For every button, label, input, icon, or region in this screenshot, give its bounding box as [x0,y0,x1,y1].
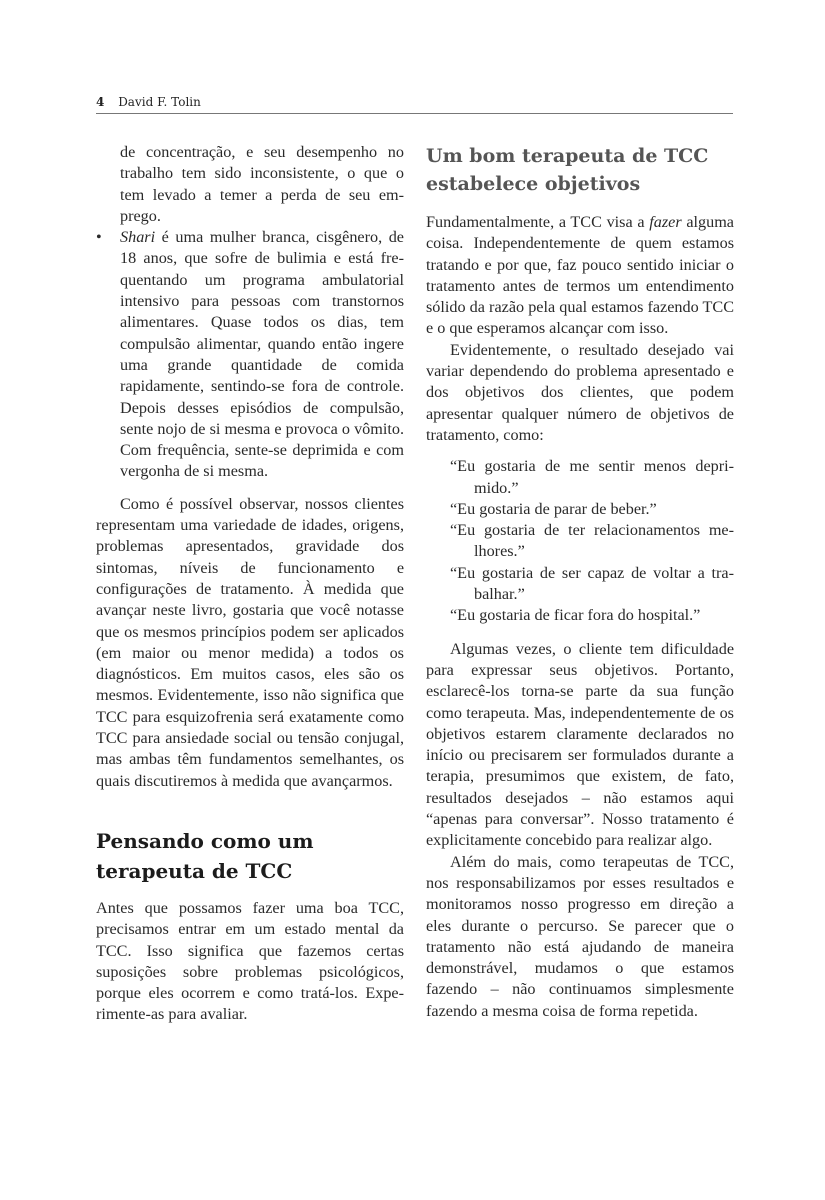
body-paragraph: Algumas vezes, o cliente tem dificuldade para expressar seus objetivos. Portanto, esclarecê-los torna-se parte da sua função como terapeuta. Mas, independentemente de os objetivos estarem claramente declarados no início ou precisarem ser formulados durante a terapia, presumimos que existem, de fato, resultados desejados – não estamos aqui “apenas para conversar”. Nosso tratamento é explicitamente concebido para realizar algo. [426,639,734,850]
running-header [96,95,733,114]
left-column [96,142,404,1026]
bullet-text [120,227,404,483]
client-description: é uma mulher branca, cisgênero, de 18 anos, que sofre de bulimia e está frequentando um programa ambulatorial intensivo para pessoas com transtornos alimentares. Quase todos os dias, tem compulsão alimentar, quando então ingere uma grande quantidade de comida rapidamente, sentindo-se fora de controle. Depois desses episódios de compulsão, sente nojo de si mesma e provoca o vômito. Com frequência, sente-se deprimida e com vergonha de si mesma. [120,228,404,481]
right-column [426,142,734,1022]
running-head-author: David F. Tolin [118,95,201,109]
goals-list [450,456,734,626]
bullet-item-shari [96,227,404,483]
body-paragraph: Como é possível observar, nossos clientes representam uma variedade de idades, origens, problemas apresentados, gravidade dos sintomas, níveis de funcionamento e configurações de tratamento. À medida que avançar neste livro, gostaria que você notasse que os mesmos princípios podem ser aplicados (em maior ou menor medida) a todos os diagnósticos. Em muitos casos, eles são os mesmos. Evidentemente, isso não significa que TCC para esquizofrenia será exatamente como TCC para ansiedade social ou tensão conjugal, mas ambas têm fundamentos semelhantes, os quais discutiremos à medida que avançarmos. [96,494,404,790]
goal-item: “Eu gostaria de ser capaz de voltar a trabalhar.” [450,563,734,604]
body-paragraph [426,212,734,340]
goal-item: “Eu gostaria de ficar fora do hospital.” [450,606,701,625]
body-paragraph: Evidentemente, o resultado desejado vai variar dependendo do problema apresentado e dos objetivos dos clientes, que podem apresentar qualquer número de objetivos de tratamento, como: [426,340,734,444]
spacer [96,792,404,826]
text-run: alguma coisa. Independentemente de quem estamos tratando e por que, faz pouco sentido iniciar o tratamento antes de termos um entendimento sólido da razão pela qual estamos fazendo TCC e o que esperamos alcançar com isso. [426,213,734,338]
body-paragraph: Além do mais, como terapeutas de TCC, nos responsabilizamos por esses resultados e monitoramos nosso progresso em direção a eles durante o percurso. Se parecer que o tratamento não está ajudando de maneira demonstrável, mudamos o que estamos fazendo – não continuamos simplesmente fazendo a mesma coisa de forma repetida. [426,852,734,1020]
bullet-icon: • [96,228,102,247]
goal-item: “Eu gostaria de parar de beber.” [450,499,657,518]
spacer [426,198,734,212]
client-name: Shari [120,228,156,247]
emphasis-text: fazer [649,213,682,231]
page-number: 4 [96,95,105,109]
body-paragraph: Antes que possamos fazer uma boa TCC, precisamos entrar em um estado mental da TCC. Isso significa que fazemos certas suposições sobre problemas psicológicos, porque eles ocorrem e como tratá-los. Experimente-as para avaliar. [96,898,404,1024]
section-heading-thinking: Pensando como um terapeuta de TCC [96,828,314,883]
spacer [96,886,404,898]
spacer [96,483,404,494]
section-heading-goals: Um bom terapeuta de TCC estabelece objetivos [426,145,709,195]
bullet-continuation: de concentração, e seu desempenho no trabalho tem sido inconsistente, o que o tem levado a temer a perda de seu emprego. [120,143,404,225]
goal-item: “Eu gostaria de ter relacionamentos melhores.” [450,521,734,561]
goal-item: “Eu gostaria de me sentir menos deprimido.” [450,457,734,497]
text-run: Fundamentalmente, a TCC visa a [426,213,650,231]
